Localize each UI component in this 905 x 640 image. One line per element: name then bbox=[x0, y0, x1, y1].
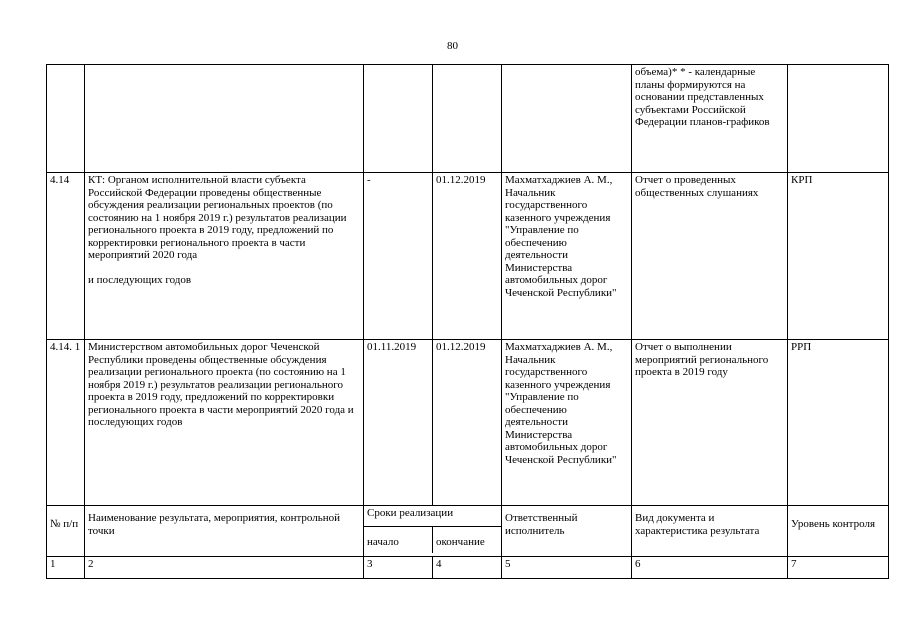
cell-start bbox=[364, 65, 433, 173]
cell-num bbox=[47, 65, 85, 173]
page-number: 80 bbox=[447, 40, 458, 52]
column-number: 2 bbox=[85, 557, 364, 579]
cell-num: 4.14 bbox=[47, 173, 85, 340]
header-num-text: № п/п bbox=[50, 518, 79, 530]
header-terms-title: Сроки реализации bbox=[364, 506, 501, 527]
table-row-4-14-1 bbox=[47, 340, 889, 506]
name-text-cont: и последующих годов bbox=[88, 273, 192, 286]
column-numbers-row bbox=[47, 557, 889, 579]
header-end: окончание bbox=[432, 527, 501, 553]
column-number: 5 bbox=[502, 557, 632, 579]
cell-start: - bbox=[364, 173, 433, 340]
cell-document: Отчет о проведенных общественных слушаниях bbox=[632, 173, 788, 340]
table-header-row bbox=[47, 506, 889, 557]
column-number: 3 bbox=[364, 557, 433, 579]
header-name bbox=[85, 506, 364, 557]
cell-num: 4.14. 1 bbox=[47, 340, 85, 506]
cell-level bbox=[788, 65, 889, 173]
cell-name bbox=[85, 65, 364, 173]
table-row-4-14 bbox=[47, 173, 889, 340]
header-responsible-text: Ответственный исполнитель bbox=[505, 512, 578, 537]
cell-level: КРП bbox=[788, 173, 889, 340]
header-num bbox=[47, 506, 85, 557]
cell-responsible: Махматхаджиев А. М., Начальник государственного казенного учреждения "Управление по обеспечению деятельности Министерства автомобильных дорог Чеченской Республики" bbox=[502, 340, 632, 506]
cell-end: 01.12.2019 bbox=[433, 340, 502, 506]
cell-document: объема)* * - календарные планы формируются на основании представленных субъектами Российской Федерации планов-графиков bbox=[632, 65, 788, 173]
cell-end: 01.12.2019 bbox=[433, 173, 502, 340]
header-start: начало bbox=[367, 536, 399, 548]
column-number: 7 bbox=[788, 557, 889, 579]
cell-end bbox=[433, 65, 502, 173]
name-text: КТ: Органом исполнительной власти субъекта Российской Федерации проведены общественные обсуждения реализации региональных проектов (по состоянию на 1 ноября 2019 г.) результатов реализации регионального проекта в 2019 году, предложений по корректировки регионального проекта в части мероприятий 2020 года bbox=[88, 174, 347, 261]
cell-name bbox=[85, 173, 364, 340]
header-document bbox=[632, 506, 788, 557]
cell-start: 01.11.2019 bbox=[364, 340, 433, 506]
header-name-text: Наименование результата, мероприятия, контрольной точки bbox=[88, 512, 341, 537]
header-level-text: Уровень контроля bbox=[791, 518, 876, 530]
cell-name: Министерством автомобильных дорог Чеченской Республики проведены общественные обсуждения реализации регионального проекта (по состоянию на 1 ноября 2019 г.) результатов реализации регионального проекта в 2019 году, предложений по корректировки регионального проекта в части мероприятий 2020 года и последующих годов bbox=[85, 340, 364, 506]
table-row-continued bbox=[47, 65, 889, 173]
cell-document: Отчет о выполнении мероприятий регионального проекта в 2019 году bbox=[632, 340, 788, 506]
header-level bbox=[788, 506, 889, 557]
header-responsible bbox=[502, 506, 632, 557]
cell-responsible bbox=[502, 65, 632, 173]
plan-table bbox=[46, 64, 889, 579]
cell-level: РРП bbox=[788, 340, 889, 506]
header-terms bbox=[364, 506, 502, 557]
column-number: 1 bbox=[47, 557, 85, 579]
cell-responsible: Махматхаджиев А. М., Начальник государственного казенного учреждения "Управление по обеспечению деятельности Министерства автомобильных дорог Чеченской Республики" bbox=[502, 173, 632, 340]
column-number: 6 bbox=[632, 557, 788, 579]
column-number: 4 bbox=[433, 557, 502, 579]
header-document-text: Вид документа и характеристика результата bbox=[635, 512, 760, 537]
